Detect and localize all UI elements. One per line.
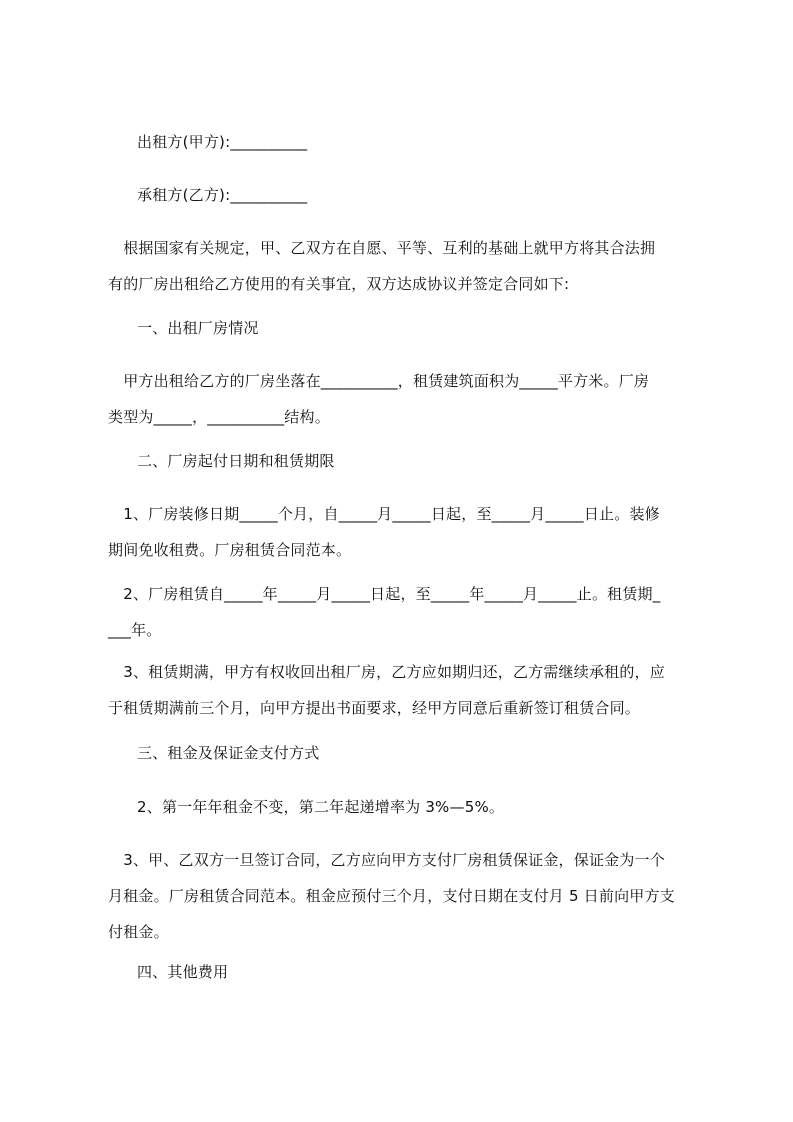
paragraph-line: 月租金。厂房租赁合同范本。租金应预付三个月，支付日期在支付月 5 日前向甲方支 — [108, 887, 675, 905]
section-4-heading: 四、其他费用 — [137, 963, 229, 981]
party-b-line: 承租方(乙方):__________ — [137, 186, 308, 204]
paragraph-line: 甲方出租给乙方的厂房坐落在__________，租赁建筑面积为_____平方米。厂房 — [108, 372, 650, 390]
paragraph-line: 2、厂房租赁自_____年_____月_____日起，至_____年_____月_____止。租赁期_ — [108, 585, 661, 603]
party-a-line: 出租方(甲方):__________ — [137, 133, 308, 151]
paragraph-line: 付租金。 — [108, 923, 169, 941]
paragraph-line: 有的厂房出租给乙方使用的有关事宜，双方达成协议并签定合同如下: — [108, 275, 570, 293]
paragraph-line: 期间免收租费。厂房租赁合同范本。 — [108, 541, 352, 559]
paragraph-line: 根据国家有关规定，甲、乙双方在自愿、平等、互利的基础上就甲方将其合法拥 — [108, 239, 656, 257]
paragraph-line: ___年。 — [108, 621, 162, 639]
paragraph-line: 3、甲、乙双方一旦签订合同，乙方应向甲方支付厂房租赁保证金，保证金为一个 — [108, 851, 665, 869]
section-2-item-2 — [108, 584, 714, 640]
section-3-item-3 — [108, 850, 714, 942]
section-1-heading: 一、出租厂房情况 — [137, 319, 259, 337]
section-2-item-1 — [108, 504, 714, 560]
section-2-item-3 — [108, 662, 714, 718]
section-3-heading: 三、租金及保证金支付方式 — [137, 744, 320, 762]
paragraph-line: 1、厂房装修日期_____个月，自_____月_____日起，至_____月_____日止。装修 — [108, 505, 660, 523]
paragraph-line: 3、租赁期满，甲方有权收回出租厂房，乙方应如期归还，乙方需继续承租的，应 — [108, 663, 665, 681]
section-3-item-2: 2、第一年年租金不变，第二年起递增率为 3%—5%。 — [137, 798, 505, 816]
intro-paragraph — [108, 238, 714, 294]
section-2-heading: 二、厂房起付日期和租赁期限 — [137, 452, 335, 470]
paragraph-line: 于租赁期满前三个月，向甲方提出书面要求，经甲方同意后重新签订租赁合同。 — [108, 699, 641, 717]
paragraph-line: 类型为_____，__________结构。 — [108, 408, 330, 426]
section-1-paragraph — [108, 371, 714, 427]
